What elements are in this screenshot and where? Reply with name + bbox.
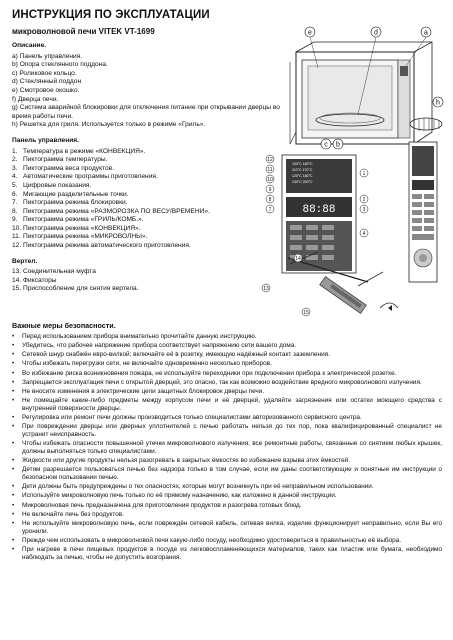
safety-item: [12, 397, 442, 412]
panel-item-text: Мигающие разделительные точки.: [23, 190, 129, 198]
panel-list: [12, 148, 282, 251]
bullet-icon: •: [12, 492, 15, 500]
safety-item: [12, 360, 442, 368]
label-c: c: [324, 141, 328, 149]
safety-item-text: Запрещается эксплуатация печи с открытой дверцей, это опасно, так как возможно воздействие вредного микроволнового излучения.: [22, 378, 422, 386]
safety-item: [12, 511, 442, 519]
label-13: 13: [263, 285, 269, 292]
panel-item-text: Пиктограмма режима автоматического приготовления.: [23, 242, 191, 250]
panel-item-text: Автоматические программы приготовления.: [23, 173, 158, 181]
spit-item: 13. Соединительная муфта: [12, 268, 96, 276]
bullet-icon: •: [12, 510, 15, 518]
label-3: 3: [362, 206, 366, 213]
description-item: d) Стеклянный поддон: [12, 78, 82, 86]
panel-item-number: 1.: [12, 147, 18, 155]
safety-item: [12, 537, 442, 545]
spit-illustration: [258, 250, 413, 325]
bullet-icon: •: [12, 536, 15, 544]
panel-item: [12, 225, 282, 234]
bullet-icon: •: [12, 440, 15, 448]
panel-item-number: 7.: [12, 199, 18, 207]
spit-list: [12, 268, 282, 294]
svg-text:100°C 160°C: 100°C 160°C: [292, 162, 313, 166]
description-item: f) Дверца печи.: [12, 95, 59, 103]
safety-item: [12, 502, 442, 510]
label-1: 1: [362, 170, 366, 177]
label-d: d: [374, 29, 378, 37]
safety-item-text: Детям разрешается пользоваться печью без надзора только в том случае, если им даны соответствующие и понятные им инструкции о безопасном пользовании печью.: [22, 466, 442, 481]
safety-item: [12, 483, 442, 491]
safety-item-text: Дети должны быть предупреждены о тех опасностях, которые могут возникнуть при её неправильном использовании.: [22, 483, 374, 491]
panel-item-number: 3.: [12, 164, 18, 172]
safety-heading: Важные меры безопасности.: [12, 321, 116, 330]
description-list: [12, 53, 282, 130]
safety-item: [12, 370, 442, 378]
label-e: e: [308, 29, 312, 37]
bullet-icon: •: [12, 397, 15, 405]
panel-item-number: 10.: [12, 224, 22, 232]
safety-item-text: Не используйте микроволновую печь, если повреждён сетевой кабель, сетевая вилка, изделие функционирует неправильно, если Вы его уронили.: [22, 519, 442, 535]
panel-item-number: 11.: [12, 233, 21, 241]
safety-item-text: Прежде чем использовать в микроволновой печи какую-либо посуду, необходимо удостовериться в правильностью её выбора.: [22, 536, 402, 544]
label-10: 10: [267, 176, 273, 183]
svg-text:120°C 180°C: 120°C 180°C: [292, 174, 313, 178]
label-9: 9: [268, 186, 272, 193]
safety-section: [12, 322, 442, 563]
panel-item-text: Цифровые показания.: [23, 181, 92, 189]
bullet-icon: •: [12, 546, 15, 554]
safety-item-text: При повреждении дверцы или дверных уплотнителей с печью работать нельзя до тех пор, пока квалифицированный специалист не устранит неисправность.: [22, 423, 442, 438]
panel-item-text: Пиктограмма веса продуктов.: [23, 164, 115, 172]
safety-item: [12, 414, 442, 422]
safety-item-text: Во избежание риска возникновения пожара, не используйте переходники при подключении прибора к электрической розетке.: [22, 369, 397, 377]
safety-item: [12, 466, 442, 481]
panel-item-number: 8.: [12, 207, 18, 215]
panel-item: [12, 233, 282, 242]
safety-item: [12, 457, 442, 465]
safety-item: [12, 342, 442, 350]
bullet-icon: •: [12, 466, 15, 474]
bullet-icon: •: [12, 378, 15, 386]
panel-item-number: 9.: [12, 216, 18, 224]
page-subtitle: микроволновой печи VITEK VT-1699: [12, 27, 155, 36]
safety-item-text: Перед использованием прибора внимательно прочитайте данную инструкцию.: [22, 332, 257, 340]
bullet-icon: •: [12, 360, 15, 368]
label-b: b: [336, 141, 340, 149]
description-heading: Описание.: [12, 42, 47, 49]
label-a: a: [424, 29, 428, 37]
safety-item: [12, 379, 442, 387]
spit-section: [12, 258, 282, 294]
label-12: 12: [267, 156, 273, 163]
safety-item-text: Микроволновая печь предназначена для приготовления продуктов и разогрева готовых блюд.: [22, 501, 302, 509]
safety-item-text: Чтобы избежать опасности повышенной утечки микроволнового излучения, все ремонтные работы, связанные со снятием любых крышек, должны выполняться только специалистами.: [22, 440, 442, 455]
panel-item: [12, 216, 282, 225]
bullet-icon: •: [12, 341, 15, 349]
label-4: 4: [362, 230, 366, 237]
panel-section: [12, 137, 282, 251]
label-15: 15: [303, 309, 309, 316]
panel-item-text: Пиктограмма температуры.: [23, 156, 108, 164]
bullet-icon: •: [12, 457, 15, 465]
bullet-icon: •: [12, 369, 15, 377]
panel-item-text: Пиктограмма режима «КОНВЕКЦИЯ».: [23, 224, 141, 232]
grill-rack-illustration: [408, 92, 448, 142]
safety-item-text: Убедитесь, что рабочее напряжение прибора соответствует напряжению сети вашего дома.: [22, 341, 297, 349]
bullet-icon: •: [12, 423, 15, 431]
panel-item: [12, 242, 282, 251]
description-item: a) Панель управления.: [12, 52, 83, 60]
left-column: [12, 42, 282, 301]
svg-text:110°C 170°C: 110°C 170°C: [292, 168, 313, 172]
safety-item-text: При нагреве в печи пищевых продуктов в посуде из легковоспламеняющихся материалов, таких как пластик или бумага, необходимо наблюдать за печью, чтобы не допустить возгорания.: [22, 546, 442, 561]
safety-item: [12, 388, 442, 396]
panel-item-text: Температура в режиме «КОНВЕКЦИЯ».: [23, 147, 146, 155]
panel-item-text: Пиктограмма режима блокировки.: [23, 199, 128, 207]
description-section: [12, 42, 282, 130]
safety-item: [12, 520, 442, 535]
bullet-icon: •: [12, 332, 15, 340]
safety-item-text: Жидкости или другие продукты нельзя разогревать в закрытых ёмкостях во избежание взрыва этих ёмкостей.: [22, 457, 351, 465]
spit-item: 15. Приспособление для снятия вертела.: [12, 285, 139, 293]
safety-item: [12, 440, 442, 455]
panel-heading: Панель управления.: [12, 136, 79, 144]
safety-item: [12, 333, 442, 341]
safety-item-text: Не включайте печь без продуктов.: [22, 510, 124, 518]
label-11: 11: [267, 166, 273, 173]
safety-item-text: Регулировка или ремонт печи должны производиться только специалистами авторизованного сервисного центра.: [22, 414, 362, 422]
panel-item: [12, 196, 282, 208]
bullet-icon: •: [12, 483, 15, 491]
bullet-icon: •: [12, 351, 15, 359]
bullet-icon: •: [12, 501, 15, 509]
description-item: h) Решетка для гриля. Используется только в режиме «Гриль».: [12, 121, 206, 129]
bullet-icon: •: [12, 414, 15, 422]
description-item: c) Роликовое кольцо.: [12, 69, 77, 77]
panel-item-number: 5.: [12, 181, 18, 189]
description-item: g) Система аварийной блокировки для отключения питание при открывании дверцы во время работы печи.: [12, 104, 280, 120]
label-h: h: [436, 99, 440, 107]
panel-item-number: 2.: [12, 156, 18, 164]
page-title: ИНСТРУКЦИЯ ПО ЭКСПЛУАТАЦИИ: [12, 9, 210, 21]
safety-item: [12, 423, 442, 438]
safety-item-text: Не вносите изменения в электрические цепи защитных блокировок дверцы печи.: [22, 387, 265, 395]
spit-heading: Вертел.: [12, 257, 38, 265]
panel-item: [12, 191, 282, 200]
panel-item-text: Пиктограмма режима «ГРИЛЬ/КОМБ.».: [23, 216, 144, 224]
svg-text:130°C 200°C: 130°C 200°C: [292, 180, 313, 184]
safety-item-text: Не помещайте какие-либо предметы между корпусом печи и её дверцей, удаляйте загрязнения или остатки моющего средства с внутренней поверхности дверцы.: [22, 397, 442, 412]
panel-item-text: Пиктограмма режима «МИКРОВОЛНЫ».: [23, 233, 148, 241]
panel-item: [12, 182, 282, 191]
safety-item: [12, 546, 442, 561]
label-2: 2: [362, 196, 366, 203]
svg-text:88:88: 88:88: [302, 204, 336, 216]
spit-item: 14. Фиксаторы: [12, 276, 57, 284]
panel-item: [12, 173, 282, 182]
panel-item: [12, 148, 282, 157]
safety-list: [12, 333, 442, 562]
panel-item: [12, 165, 282, 174]
panel-item-number: 12.: [12, 242, 22, 250]
bullet-icon: •: [12, 519, 15, 527]
description-item: b) Опора стеклянного поддона.: [12, 61, 108, 69]
panel-item: [12, 156, 282, 165]
label-7: 7: [268, 206, 272, 213]
safety-item: [12, 351, 442, 359]
label-14: 14: [295, 255, 301, 262]
label-8: 8: [268, 196, 272, 203]
safety-item-text: Используйте микроволновую печь только по её прямому назначению, как изложено в данной инструкции.: [22, 492, 337, 500]
safety-item-text: Сетевой шнур снабжён евро-вилкой; включайте её в розетку, имеющую надёжный контакт заземления.: [22, 351, 330, 359]
safety-item-text: Чтобы избежать перегрузки сети, не включайте одновременно несколько приборов.: [22, 360, 272, 368]
panel-item-number: 6.: [12, 190, 18, 198]
bullet-icon: •: [12, 387, 15, 395]
safety-item: [12, 492, 442, 500]
panel-item-text: Пиктограмма режима «РАЗМОРОЗКА ПО ВЕСУ/ВРЕМЕНИ».: [23, 207, 210, 215]
panel-item-number: 4.: [12, 173, 18, 181]
panel-item: [12, 208, 282, 217]
description-item: e) Смотровое окошко.: [12, 86, 80, 94]
